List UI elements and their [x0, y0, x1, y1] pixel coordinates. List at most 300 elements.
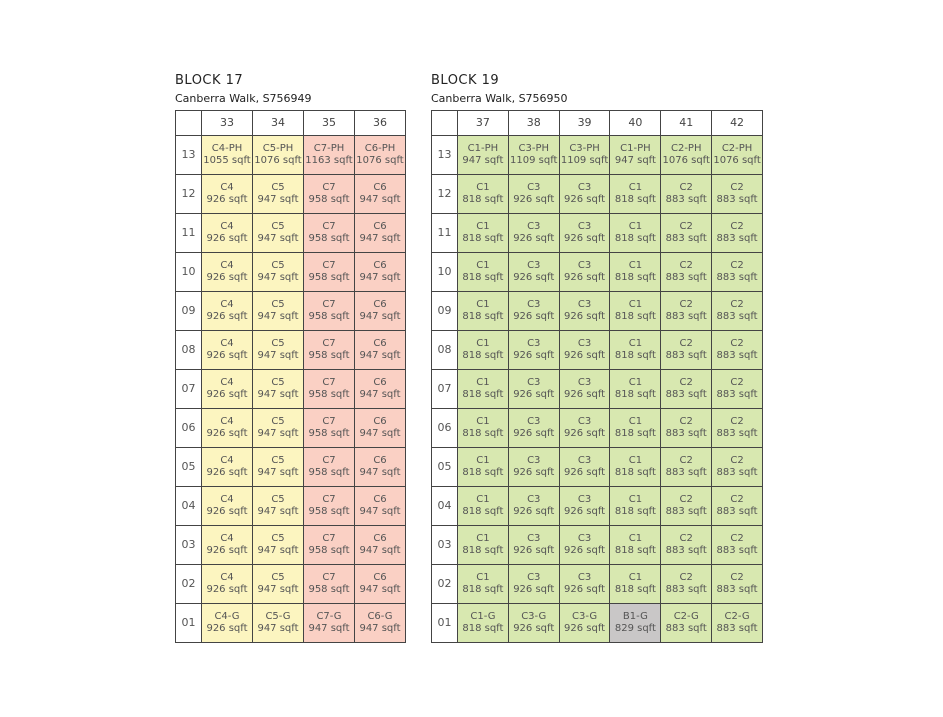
unit-type: C4	[220, 533, 234, 544]
unit-type: C6	[373, 494, 387, 505]
stack-number: 34	[253, 111, 304, 136]
unit-cell	[458, 604, 509, 643]
unit-area: 883 sqft	[665, 584, 707, 595]
unit-cell	[559, 448, 610, 487]
unit-area: 818 sqft	[462, 194, 504, 205]
unit-type: C7	[322, 572, 336, 583]
unit-type: C5	[271, 572, 285, 583]
unit-type: C3	[527, 299, 541, 310]
unit-area: 926 sqft	[564, 467, 606, 478]
unit-area: 818 sqft	[462, 623, 504, 634]
unit-type: C4	[220, 416, 234, 427]
unit-area: 947 sqft	[359, 311, 401, 322]
unit-cell	[661, 448, 712, 487]
floor-row	[432, 526, 763, 565]
unit-cell	[304, 487, 355, 526]
unit-area: 947 sqft	[257, 272, 299, 283]
unit-cell	[559, 214, 610, 253]
unit-area: 883 sqft	[665, 350, 707, 361]
unit-area: 1076 sqft	[662, 155, 710, 166]
unit-type: C5-G	[265, 611, 291, 622]
unit-area: 947 sqft	[359, 467, 401, 478]
unit-type: C6	[373, 338, 387, 349]
unit-type: C2-G	[724, 611, 750, 622]
floor-row	[432, 448, 763, 487]
unit-area: 926 sqft	[513, 467, 555, 478]
unit-area: 883 sqft	[716, 428, 758, 439]
column-header-row	[176, 111, 406, 136]
unit-cell	[304, 526, 355, 565]
unit-type: C4-PH	[211, 143, 243, 154]
unit-type: C2-PH	[670, 143, 702, 154]
unit-cell	[253, 448, 304, 487]
unit-area: 829 sqft	[614, 623, 656, 634]
unit-cell	[253, 409, 304, 448]
unit-type: C2	[730, 416, 744, 427]
unit-cell	[304, 136, 355, 175]
unit-type: C6	[373, 572, 387, 583]
floor-row	[176, 448, 406, 487]
unit-area: 926 sqft	[513, 545, 555, 556]
unit-area: 883 sqft	[665, 545, 707, 556]
unit-type: C1	[476, 182, 490, 193]
unit-area: 818 sqft	[614, 428, 656, 439]
unit-type: C2-G	[673, 611, 699, 622]
unit-type: C2	[730, 260, 744, 271]
unit-area: 883 sqft	[665, 233, 707, 244]
unit-type: C1	[628, 455, 643, 466]
unit-cell	[458, 448, 509, 487]
unit-type: C6	[373, 299, 387, 310]
unit-type: C2	[730, 494, 744, 505]
unit-cell	[355, 292, 406, 331]
unit-area: 1076 sqft	[254, 155, 302, 166]
unit-area: 947 sqft	[359, 350, 401, 361]
unit-area: 883 sqft	[665, 311, 707, 322]
floor-row	[176, 604, 406, 643]
unit-type: C3	[577, 299, 592, 310]
unit-cell	[661, 331, 712, 370]
unit-cell	[712, 292, 763, 331]
unit-type: C4-G	[214, 611, 240, 622]
block-address: Canberra Walk, S756950	[431, 92, 568, 105]
unit-cell	[458, 175, 509, 214]
unit-cell	[712, 331, 763, 370]
unit-cell	[304, 253, 355, 292]
unit-type: C7	[322, 455, 336, 466]
unit-area: 883 sqft	[665, 467, 707, 478]
unit-cell	[202, 292, 253, 331]
unit-cell	[610, 136, 661, 175]
unit-type: C6	[373, 533, 387, 544]
floor-row	[432, 370, 763, 409]
unit-type: C3	[527, 416, 541, 427]
unit-area: 818 sqft	[462, 584, 504, 595]
floor-row	[176, 292, 406, 331]
unit-cell	[610, 409, 661, 448]
floor-row	[176, 253, 406, 292]
unit-type: C4	[220, 455, 234, 466]
unit-type: C2	[679, 455, 693, 466]
stack-number: 33	[202, 111, 253, 136]
unit-area: 947 sqft	[257, 389, 299, 400]
unit-cell	[559, 331, 610, 370]
unit-cell	[610, 565, 661, 604]
floor-number: 06	[432, 409, 458, 448]
unit-type: C2	[730, 455, 744, 466]
unit-type: C2	[679, 260, 693, 271]
floor-row	[176, 370, 406, 409]
unit-area: 883 sqft	[716, 467, 758, 478]
unit-type: C3	[527, 533, 541, 544]
unit-cell	[304, 409, 355, 448]
unit-area: 947 sqft	[257, 467, 299, 478]
unit-area: 883 sqft	[665, 389, 707, 400]
unit-type: C2	[730, 338, 744, 349]
unit-area: 818 sqft	[614, 467, 656, 478]
unit-area: 883 sqft	[716, 545, 758, 556]
unit-area: 926 sqft	[564, 194, 606, 205]
unit-type: C7	[322, 533, 336, 544]
unit-area: 818 sqft	[614, 545, 656, 556]
unit-area: 818 sqft	[614, 233, 656, 244]
unit-area: 926 sqft	[206, 350, 248, 361]
unit-type: C6	[373, 182, 387, 193]
unit-cell	[458, 526, 509, 565]
unit-cell	[202, 253, 253, 292]
unit-cell	[458, 409, 509, 448]
unit-cell	[508, 253, 559, 292]
unit-type: C1	[476, 572, 490, 583]
unit-area: 926 sqft	[513, 272, 555, 283]
stack-number: 39	[559, 111, 610, 136]
unit-cell	[202, 487, 253, 526]
unit-area: 883 sqft	[716, 194, 758, 205]
unit-type: C1-PH	[467, 143, 499, 154]
unit-area: 926 sqft	[564, 311, 606, 322]
unit-type: C5	[271, 299, 285, 310]
unit-area: 947 sqft	[257, 311, 299, 322]
unit-cell	[661, 292, 712, 331]
stack-number: 35	[304, 111, 355, 136]
unit-area: 947 sqft	[257, 623, 299, 634]
block-address: Canberra Walk, S756949	[175, 92, 312, 105]
unit-type: C3	[527, 221, 541, 232]
unit-type: C1	[476, 416, 490, 427]
floor-number: 03	[432, 526, 458, 565]
unit-area: 1163 sqft	[305, 155, 353, 166]
floor-row	[176, 136, 406, 175]
unit-area: 926 sqft	[206, 272, 248, 283]
unit-cell	[508, 292, 559, 331]
floor-row	[432, 331, 763, 370]
unit-cell	[355, 175, 406, 214]
unit-area: 926 sqft	[564, 233, 606, 244]
unit-area: 926 sqft	[206, 194, 248, 205]
unit-cell	[458, 292, 509, 331]
unit-type: C3-G	[572, 611, 598, 622]
unit-type: C5	[271, 455, 285, 466]
unit-cell	[458, 214, 509, 253]
unit-cell	[610, 331, 661, 370]
unit-area: 926 sqft	[513, 584, 555, 595]
unit-type: C1	[476, 299, 490, 310]
floor-row	[176, 487, 406, 526]
unit-area: 926 sqft	[206, 389, 248, 400]
unit-type: C2	[730, 533, 744, 544]
unit-cell	[304, 604, 355, 643]
unit-area: 818 sqft	[462, 272, 504, 283]
unit-cell	[661, 214, 712, 253]
unit-cell	[559, 487, 610, 526]
unit-area: 818 sqft	[462, 506, 504, 517]
floor-number: 11	[176, 214, 202, 253]
unit-area: 883 sqft	[716, 389, 758, 400]
unit-area: 818 sqft	[614, 584, 656, 595]
unit-area: 926 sqft	[564, 584, 606, 595]
unit-cell	[304, 292, 355, 331]
floor-row	[176, 175, 406, 214]
unit-type: C5	[271, 533, 285, 544]
unit-area: 926 sqft	[513, 233, 555, 244]
floor-number: 07	[176, 370, 202, 409]
unit-cell	[610, 370, 661, 409]
unit-cell	[355, 448, 406, 487]
floor-number: 02	[432, 565, 458, 604]
floor-row	[176, 331, 406, 370]
unit-area: 1109 sqft	[560, 155, 609, 166]
unit-type: C3	[577, 377, 592, 388]
unit-cell	[661, 487, 712, 526]
unit-type: C2	[679, 182, 693, 193]
unit-type: C7	[322, 338, 336, 349]
unit-cell	[253, 253, 304, 292]
unit-cell	[712, 370, 763, 409]
unit-cell	[355, 253, 406, 292]
stack-number: 41	[661, 111, 712, 136]
floor-row	[432, 292, 763, 331]
unit-area: 883 sqft	[716, 311, 758, 322]
unit-type: C7	[322, 260, 336, 271]
floor-number: 11	[432, 214, 458, 253]
unit-cell	[508, 487, 559, 526]
unit-type: C2	[730, 377, 744, 388]
stack-number: 36	[355, 111, 406, 136]
floor-row	[176, 409, 406, 448]
floor-number: 13	[432, 136, 458, 175]
unit-cell	[508, 370, 559, 409]
unit-type: C3	[577, 260, 592, 271]
unit-type: C7-PH	[313, 143, 345, 154]
unit-stack-table	[431, 110, 763, 643]
floor-number: 01	[176, 604, 202, 643]
unit-type: C4	[220, 260, 234, 271]
unit-type: C1	[476, 377, 490, 388]
unit-area: 947 sqft	[257, 194, 299, 205]
unit-area: 883 sqft	[665, 506, 707, 517]
unit-cell	[610, 214, 661, 253]
unit-area: 947 sqft	[257, 584, 299, 595]
unit-cell	[559, 604, 610, 643]
unit-area: 958 sqft	[308, 389, 350, 400]
unit-type: C7	[322, 494, 336, 505]
unit-type: C1	[476, 338, 490, 349]
unit-cell	[355, 565, 406, 604]
stack-number: 40	[610, 111, 661, 136]
unit-type: C1-PH	[620, 143, 651, 154]
unit-cell	[559, 409, 610, 448]
unit-type: C3	[527, 338, 541, 349]
unit-cell	[661, 526, 712, 565]
unit-area: 958 sqft	[308, 506, 350, 517]
unit-type: C1	[628, 494, 643, 505]
unit-area: 958 sqft	[308, 584, 350, 595]
unit-cell	[253, 526, 304, 565]
unit-area: 926 sqft	[513, 350, 555, 361]
unit-cell	[661, 604, 712, 643]
unit-cell	[508, 136, 559, 175]
unit-area: 926 sqft	[513, 311, 555, 322]
floor-number: 10	[176, 253, 202, 292]
unit-type: C3	[577, 416, 592, 427]
unit-area: 926 sqft	[206, 584, 248, 595]
unit-area: 883 sqft	[665, 428, 707, 439]
unit-type: C1	[476, 221, 490, 232]
unit-cell	[202, 448, 253, 487]
corner-cell	[176, 111, 202, 136]
unit-type: C6	[373, 416, 387, 427]
unit-type: C2	[679, 338, 693, 349]
floor-number: 10	[432, 253, 458, 292]
unit-type: C3	[577, 338, 592, 349]
unit-type: C1	[476, 533, 490, 544]
unit-type: C3-PH	[569, 143, 600, 154]
block-19	[431, 72, 763, 643]
unit-area: 947 sqft	[462, 155, 504, 166]
unit-type: C1	[476, 260, 490, 271]
unit-cell	[712, 604, 763, 643]
unit-cell	[508, 448, 559, 487]
unit-type: C4	[220, 338, 234, 349]
unit-area: 947 sqft	[257, 350, 299, 361]
unit-cell	[202, 409, 253, 448]
unit-type: C5-PH	[262, 143, 294, 154]
unit-area: 926 sqft	[513, 194, 555, 205]
floor-row	[176, 526, 406, 565]
unit-type: B1-G	[622, 611, 648, 622]
unit-type: C5	[271, 494, 285, 505]
unit-area: 1076 sqft	[713, 155, 761, 166]
unit-cell	[253, 487, 304, 526]
unit-area: 947 sqft	[359, 584, 401, 595]
unit-type: C2-PH	[721, 143, 753, 154]
unit-cell	[458, 370, 509, 409]
unit-cell	[610, 175, 661, 214]
unit-type: C1	[628, 338, 643, 349]
unit-cell	[355, 604, 406, 643]
unit-area: 947 sqft	[359, 545, 401, 556]
unit-type: C7-G	[316, 611, 342, 622]
unit-type: C1	[628, 572, 643, 583]
unit-area: 926 sqft	[564, 506, 606, 517]
unit-area: 883 sqft	[716, 350, 758, 361]
unit-type: C2	[679, 494, 693, 505]
unit-area: 947 sqft	[359, 389, 401, 400]
unit-area: 926 sqft	[206, 506, 248, 517]
unit-cell	[712, 526, 763, 565]
unit-type: C6	[373, 377, 387, 388]
unit-cell	[661, 370, 712, 409]
unit-area: 818 sqft	[614, 194, 656, 205]
unit-area: 818 sqft	[614, 506, 656, 517]
unit-area: 947 sqft	[359, 272, 401, 283]
unit-area: 958 sqft	[308, 311, 350, 322]
unit-type: C1	[476, 455, 490, 466]
unit-area: 818 sqft	[462, 233, 504, 244]
floor-row	[432, 487, 763, 526]
floor-row	[176, 214, 406, 253]
unit-cell	[559, 370, 610, 409]
unit-cell	[610, 448, 661, 487]
unit-area: 926 sqft	[206, 545, 248, 556]
unit-area: 926 sqft	[206, 233, 248, 244]
unit-cell	[610, 604, 661, 643]
unit-area: 926 sqft	[564, 428, 606, 439]
floor-number: 13	[176, 136, 202, 175]
unit-cell	[304, 331, 355, 370]
unit-cell	[304, 370, 355, 409]
unit-area: 818 sqft	[462, 389, 504, 400]
unit-type: C4	[220, 494, 234, 505]
floor-row	[432, 565, 763, 604]
unit-type: C2	[730, 221, 744, 232]
unit-type: C2	[679, 572, 693, 583]
unit-cell	[458, 565, 509, 604]
unit-area: 926 sqft	[513, 623, 555, 634]
unit-type: C5	[271, 338, 285, 349]
unit-type: C2	[730, 299, 744, 310]
unit-area: 947 sqft	[359, 194, 401, 205]
unit-type: C1	[628, 533, 643, 544]
unit-type: C1	[628, 182, 643, 193]
unit-type: C4	[220, 182, 234, 193]
floor-number: 01	[432, 604, 458, 643]
unit-type: C5	[271, 221, 285, 232]
floor-row	[432, 409, 763, 448]
unit-area: 883 sqft	[716, 584, 758, 595]
floor-number: 04	[176, 487, 202, 526]
unit-cell	[458, 136, 509, 175]
unit-area: 926 sqft	[513, 389, 555, 400]
unit-cell	[355, 487, 406, 526]
unit-type: C2	[679, 533, 693, 544]
unit-type: C6	[373, 221, 387, 232]
unit-cell	[559, 292, 610, 331]
unit-type: C7	[322, 416, 336, 427]
unit-cell	[304, 448, 355, 487]
unit-cell	[712, 565, 763, 604]
unit-type: C5	[271, 377, 285, 388]
unit-cell	[559, 253, 610, 292]
floor-number: 09	[176, 292, 202, 331]
unit-type: C1	[628, 377, 643, 388]
unit-cell	[458, 253, 509, 292]
corner-cell	[432, 111, 458, 136]
unit-area: 926 sqft	[206, 467, 248, 478]
unit-area: 958 sqft	[308, 272, 350, 283]
unit-cell	[355, 370, 406, 409]
unit-cell	[253, 136, 304, 175]
